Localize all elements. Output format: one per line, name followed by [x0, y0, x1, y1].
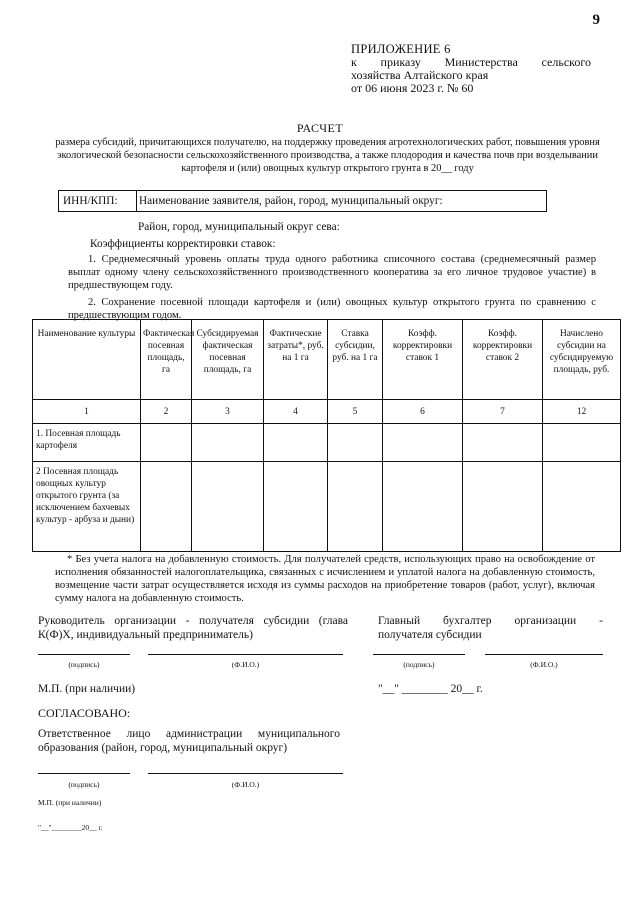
column-number: 5 — [328, 400, 383, 424]
column-number: 4 — [264, 400, 328, 424]
column-number: 3 — [192, 400, 264, 424]
responsible-fio-line[interactable] — [148, 773, 343, 774]
coefficient-1-text: 1. Среднемесячный уровень оплаты труда одного работника списочного состава (среднемесячный размер выплат одному члену сельскохозяйственного производственного кооператива за его личное трудовое участие) в предшествующем году. — [68, 254, 596, 291]
accountant-label-line-1: Главный бухгалтер организации - — [378, 615, 603, 627]
table-cell[interactable] — [328, 462, 383, 552]
table-header-cell: Коэфф. корректировки ставок 2 — [463, 320, 543, 400]
signature-caption: (подпись) — [403, 660, 435, 669]
table-cell[interactable] — [328, 424, 383, 462]
date-field[interactable]: "__" ________ 20__ г. — [378, 683, 483, 695]
column-number: 7 — [463, 400, 543, 424]
subsidy-table — [32, 319, 621, 552]
region-label: Район, город, муниципальный округ сева: — [138, 221, 340, 233]
row-label: 2 Посевная площадь овощных культур открытого грунта (за исключением бахчевых культур - арбуза и дыни) — [33, 462, 141, 552]
head-signature-line[interactable] — [38, 654, 130, 655]
table-cell[interactable] — [463, 462, 543, 552]
table-cell[interactable] — [463, 424, 543, 462]
table-header-cell: Коэфф. корректировки ставок 1 — [383, 320, 463, 400]
stamp-label-small: М.П. (при наличии) — [38, 798, 102, 807]
table-header-cell: Начислено субсидии на субсидируемую площадь, руб. — [543, 320, 621, 400]
table-cell[interactable] — [383, 424, 463, 462]
column-number: 12 — [543, 400, 621, 424]
accountant-signature-line[interactable] — [373, 654, 465, 655]
table-cell[interactable] — [141, 424, 192, 462]
table-cell[interactable] — [192, 462, 264, 552]
accountant-signature-label — [378, 614, 603, 642]
column-number: 2 — [141, 400, 192, 424]
fio-caption: (Ф.И.О.) — [530, 660, 558, 669]
head-fio-line[interactable] — [148, 654, 343, 655]
table-row-potato — [33, 424, 621, 462]
table-cell[interactable] — [264, 424, 328, 462]
applicant-name-label: Наименование заявителя, район, город, муниципальный округ: — [139, 195, 443, 207]
page-number: 9 — [592, 12, 600, 28]
row-label: 1. Посевная площадь картофеля — [33, 424, 141, 462]
column-number: 1 — [33, 400, 141, 424]
accountant-fio-line[interactable] — [485, 654, 603, 655]
column-number: 6 — [383, 400, 463, 424]
calculation-title: РАСЧЕТ — [296, 121, 344, 135]
appendix-header — [351, 43, 591, 95]
agreed-heading: СОГЛАСОВАНО: — [38, 706, 131, 720]
table-header-cell: Фактическая посевная площадь, га — [141, 320, 192, 400]
accountant-label-line-2: получателя субсидии — [378, 629, 482, 641]
appendix-line-1: к приказу Министерства сельского — [351, 55, 591, 69]
signature-caption: (подпись) — [68, 780, 100, 789]
responsible-signature-line[interactable] — [38, 773, 130, 774]
table-cell[interactable] — [383, 462, 463, 552]
table-header-cell: Наименование культуры — [33, 320, 141, 400]
fio-caption: (Ф.И.О.) — [231, 780, 260, 789]
inn-label: ИНН/КПП: — [59, 191, 137, 211]
fio-caption: (Ф.И.О.) — [231, 660, 260, 669]
table-cell[interactable] — [264, 462, 328, 552]
stamp-label: М.П. (при наличии) — [38, 683, 136, 695]
head-signature-label: Руководитель организации - получателя субсидии (глава К(Ф)Х, индивидуальный предприниматель) — [38, 615, 348, 641]
appendix-title: ПРИЛОЖЕНИЕ 6 — [351, 42, 451, 56]
table-cell[interactable] — [192, 424, 264, 462]
table-header-cell: Субсидируемая фактическая посевная площадь, га — [192, 320, 264, 400]
footnote: * Без учета налога на добавленную стоимость. Для получателей средств, использующих право на освобождение от исполнения обязанностей налогоплательщика, связанных с исчислением и уплатой налога на добавленную стоимость, возмещение части затрат осуществляется исходя из суммы расходов на приобретение товаров (работ, услуг), включая сумму налога на добавленную стоимость. — [55, 554, 595, 604]
signature-caption: (подпись) — [68, 660, 100, 669]
coefficient-2-text: 2. Сохранение посевной площади картофеля и (или) овощных культур открытого грунта по сравнению с предшествующим годом. — [68, 297, 596, 321]
table-header-cell: Фактические затраты*, руб. на 1 га — [264, 320, 328, 400]
responsible-person-label: Ответственное лицо администрации муниципального образования (район, город, муниципальный округ) — [38, 728, 340, 754]
table-column-numbers-row — [33, 400, 621, 424]
calculation-subtitle: размера субсидий, причитающихся получателю, на поддержку проведения агротехнологических работ, повышения уровня экологической безопасности сельскохозяйственного производства, а также плодородия и качества почв при возделывании картофеля и (или) овощных культур открытого грунта в 20__ году — [55, 137, 600, 174]
applicant-box — [58, 190, 547, 212]
coefficients-label: Коэффициенты корректировки ставок: — [90, 238, 276, 250]
table-header-cell: Ставка субсидии, руб. на 1 га — [328, 320, 383, 400]
table-cell[interactable] — [543, 424, 621, 462]
table-cell[interactable] — [141, 462, 192, 552]
table-cell[interactable] — [543, 462, 621, 552]
date-field-small[interactable]: "__"________20__ г. — [38, 823, 103, 832]
appendix-line-2: хозяйства Алтайского края — [351, 68, 489, 82]
table-row-vegetables — [33, 462, 621, 552]
table-header-row — [33, 320, 621, 400]
appendix-line-3: от 06 июня 2023 г. № 60 — [351, 81, 474, 95]
